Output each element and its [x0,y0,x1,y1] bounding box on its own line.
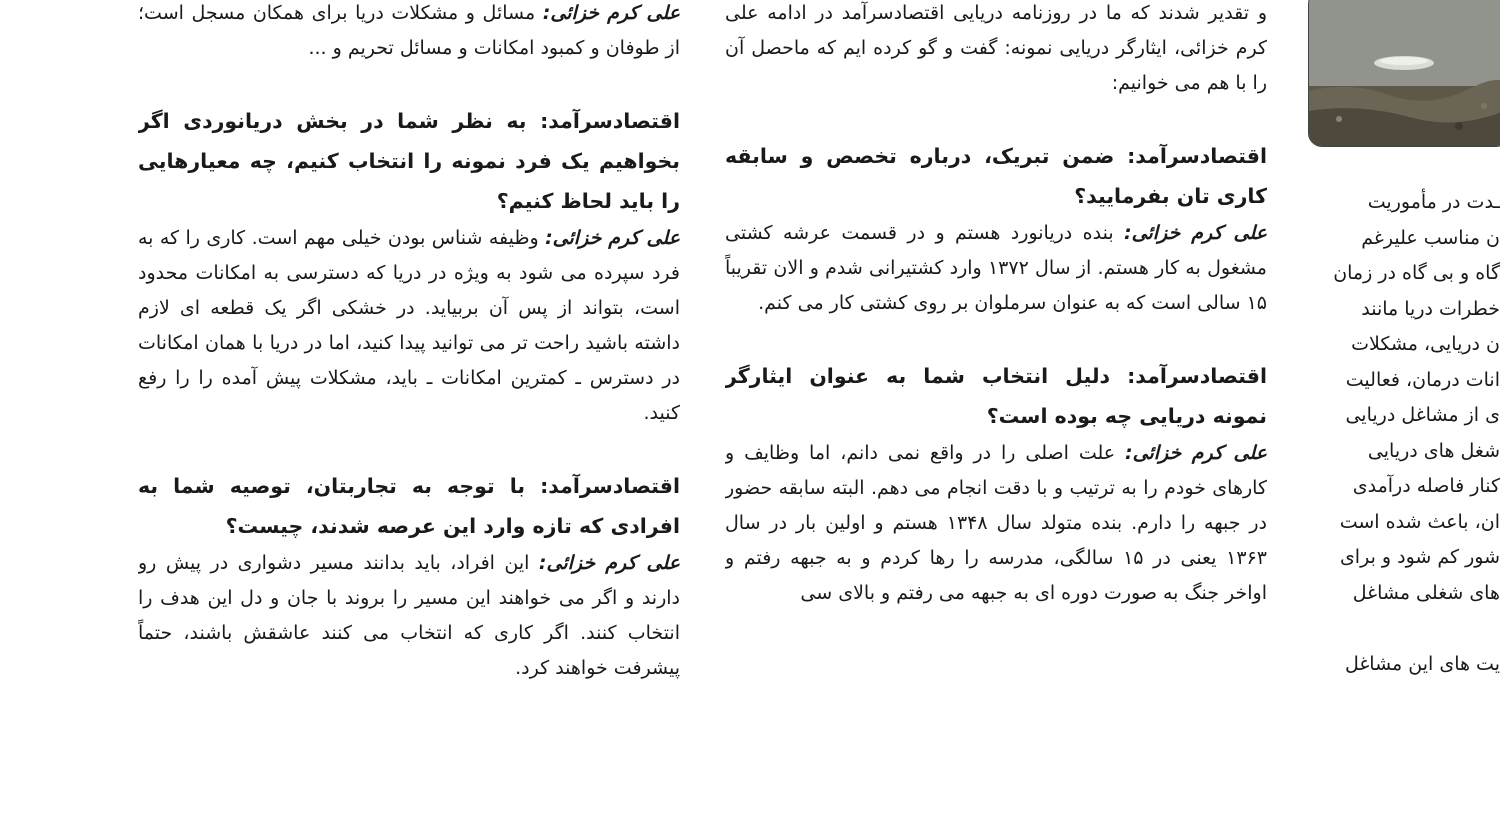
intro-paragraph: و تقدیر شدند که ما در روزنامه دریایی اقتصادسرآمد در ادامه علی کرم خزائی، ایثارگر دریایی نمونه: گفت و گو کرده ایم که ماحصل آن را با هم می خوانیم: [725,2,1267,94]
answer-text: وظیفه شناس بودن خیلی مهم است. کاری را که به فرد سپرده می شود به ویژه در دریا که دسترسی به امکانات محدود است، بتواند از پس آن بربیاید. در خشکی اگر یک قطعه ای لازم داشته باشید راحت تر می توانید پیدا کنید، اما در دریا با همان امکانات در دسترس ـ کمترین امکانات ـ باید، مشکلات پیش آمده را را رفع کنید. [138,227,680,424]
text-line: انات درمان، فعالیت [1345,368,1500,391]
text-line: کنار فاصله درآمدی [1352,475,1500,497]
text-line: ی از مشاغل دریایی [1345,404,1500,426]
speaker-name: علی کرم خزائی: [538,552,680,574]
photo-image [1309,0,1500,146]
answer-paragraph [138,546,680,686]
speaker-name: علی کرم خزائی: [1125,442,1267,464]
text-line: ن مناسب علیرغم [1361,226,1500,249]
text-line: شور کم شود و برای [1339,546,1500,568]
answer-paragraph [138,0,680,66]
speaker-name: علی کرم خزائی: [1124,222,1267,244]
article-column-right [1313,185,1500,745]
article-column-left [138,0,680,816]
interview-question: اقتصادسرآمد: با توجه به تجاربتان، توصیه شما به افرادی که تازه وارد این عرصه شدند، چیست؟ [138,474,680,538]
answer-text: علت اصلی را در واقع نمی دانم، اما وظایف و کارهای خودم را به ترتیب و با دقت انجام می دهم. البته سابقه حضور در جبهه را دارم. بنده متولد سال ۱۳۴۸ هستم و اولین بار در سال ۱۳۶۳ یعنی در ۱۵ سالگی، مدرسه را رها کردم و به جبهه رفتم و اواخر جنگ به صورت دوره ای به جبهه می رفتم و بالای سی [725,442,1267,604]
speaker-name: علی کرم خزائی: [545,227,680,249]
answer-paragraph [138,221,680,431]
ship-at-sea-photo [1308,0,1500,147]
answer-text: این افراد، باید بدانند مسیر دشواری در پیش رو دارند و اگر می خواهند این مسیر را بروند با جان و دل این هدف را انتخاب کنند. اگر کاری که انتخاب می کنند عاشقش باشند، حتماً پیشرفت خواهند کرد. [138,552,680,679]
text-line: خطرات دریا مانند [1361,297,1500,320]
answer-text: مسائل و مشکلات دریا برای همکان مسجل است؛ از طوفان و کمبود امکانات و مسائل تحریم و ... [138,2,680,59]
text-line: ان، باعث شده است [1339,510,1500,533]
answer-text: بنده دریانورد هستم و در قسمت عرشه کشتی مشغول به کار هستم. از سال ۱۳۷۲ وارد کشتیرانی شدم و الان تقریباً ۱۵ سالی است که به عنوان سرملوان بر روی کشتی کار می کنم. [725,222,1267,314]
text-line: ـدت در مأموریت [1367,191,1500,213]
text-line: های شغلی مشاغل [1352,581,1500,604]
interview-question: اقتصادسرآمد: دلیل انتخاب شما به عنوان ایثارگر نمونه دریایی چه بوده است؟ [725,364,1267,428]
interview-question: اقتصادسرآمد: ضمن تبریک، درباره تخصص و سابقه کاری تان بفرمایید؟ [725,144,1267,208]
text-line: ن دریایی، مشکلات [1351,333,1500,355]
text-line: یت های این مشاغل [1344,652,1500,675]
speaker-name: علی کرم خزائی: [542,2,680,24]
article-column-middle [725,0,1267,816]
answer-paragraph [725,436,1267,611]
text-line [1313,611,1500,647]
text-line: شغل های دریایی [1367,439,1500,462]
interview-question: اقتصادسرآمد: به نظر شما در بخش دریانوردی اگر بخواهیم یک فرد نمونه را انتخاب کنیم، چه معیارهایی را باید لحاظ کنیم؟ [138,109,680,213]
text-line: گاه و بی گاه در زمان [1333,262,1500,284]
answer-paragraph [725,216,1267,321]
